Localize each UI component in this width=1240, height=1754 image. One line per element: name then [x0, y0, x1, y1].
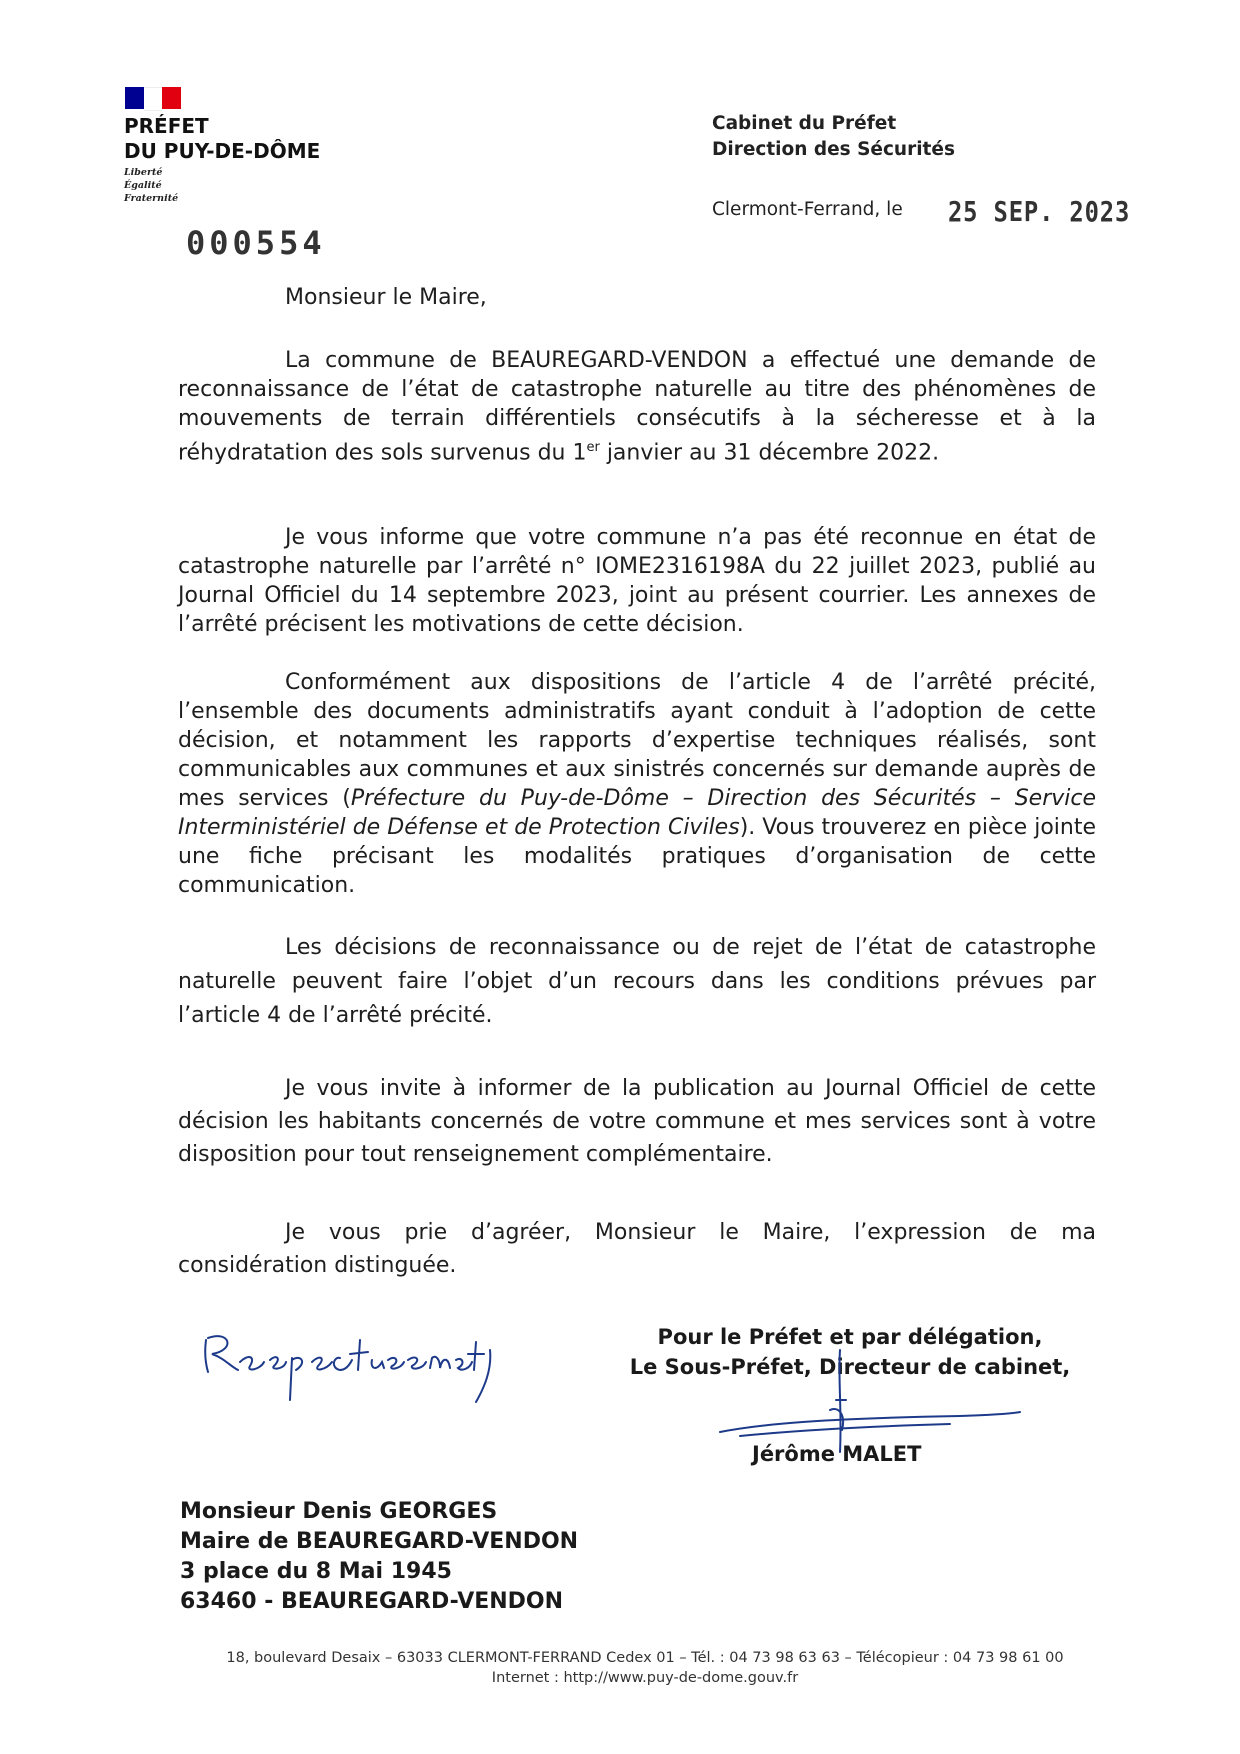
prefet-line2: DU PUY-DE-DÔME: [124, 139, 321, 163]
registration-number-stamp: 000554: [186, 224, 326, 262]
recipient-street: 3 place du 8 Mai 1945: [180, 1559, 452, 1584]
prefet-line1: PRÉFET: [124, 114, 209, 138]
cabinet-line: Cabinet du Préfet: [712, 113, 897, 134]
republic-motto: [124, 166, 178, 205]
paragraph-request: [178, 346, 1096, 467]
direction-line: Direction des Sécurités: [712, 139, 955, 160]
footer: [150, 1648, 1140, 1688]
recipient-address: [180, 1497, 578, 1617]
handwriting-scribble: [200, 1310, 500, 1420]
p3-text-b: ). Vous trouverez en pièce jointe une fiche précisant les modalités pratiques d’organisation de cette communication.: [178, 815, 1096, 898]
recipient-name: Monsieur Denis GEORGES: [180, 1499, 498, 1524]
salutation: Monsieur le Maire,: [285, 285, 487, 310]
p3-text-a: Conformément aux dispositions de l’article 4 de l’arrêté précité, l’ensemble des documents administratifs ayant conduit à l’adoption de cette décision, et notamment les rapports d’expertise techniques réalisés, sont communicables aux communes et aux sinistrés concernés sur demande auprès de mes services (: [178, 670, 1096, 811]
paragraph-closing: Je vous prie d’agréer, Monsieur le Maire, l’expression de ma considération distinguée.: [178, 1220, 1096, 1278]
paragraph-invitation: Je vous invite à informer de la publication au Journal Officiel de cette décision les habitants concernés de votre commune et mes services sont à votre disposition pour tout renseignement complémentaire.: [178, 1076, 1096, 1167]
p3-service-italic: Préfecture du Puy-de-Dôme – Direction des Sécurités – Service Interministériel de Défense et de Protection Civiles: [178, 786, 1097, 840]
delegation-line: Pour le Préfet et par délégation,: [657, 1325, 1043, 1349]
date-stamp: 25 SEP. 2023: [948, 195, 1131, 228]
motto-fraternite: Fraternité: [124, 193, 179, 204]
p1-end: janvier au 31 décembre 2022.: [599, 440, 940, 466]
handwritten-respectueusement: [200, 1310, 500, 1424]
paragraph-recourse: Les décisions de reconnaissance ou de rejet de l’état de catastrophe naturelle peuvent faire l’objet d’un recours dans les conditions prévues par l’article 4 de l’arrêté précité.: [178, 935, 1096, 1028]
recipient-title: Maire de BEAUREGARD-VENDON: [180, 1529, 579, 1554]
signer-title: Le Sous-Préfet, Directeur de cabinet,: [629, 1355, 1071, 1379]
p1-text: La commune de BEAUREGARD-VENDON a effectué une demande de reconnaissance de l’état de catastrophe naturelle au titre des phénomènes de mouvements de terrain différentiels consécutifs à la sécheresse et à la réhydratation des sols survenus du 1: [178, 348, 1096, 466]
p1-superscript: er: [586, 440, 600, 455]
motto-egalite: Égalité: [124, 180, 162, 191]
republique-francaise-flag-icon: [125, 87, 181, 109]
sender-department: [712, 111, 955, 163]
motto-liberte: Liberté: [124, 167, 163, 178]
footer-website: Internet : http://www.puy-de-dome.gouv.fr: [491, 1670, 799, 1686]
place-label: Clermont-Ferrand, le: [712, 199, 903, 220]
recipient-city: 63460 - BEAUREGARD-VENDON: [180, 1589, 564, 1614]
signer-name: Jérôme MALET: [752, 1442, 922, 1466]
footer-address: 18, boulevard Desaix – 63033 CLERMONT-FERRAND Cedex 01 – Tél. : 04 73 98 63 63 – Télécopieur : 04 73 98 61 00: [226, 1650, 1064, 1666]
paragraph-decision: Je vous informe que votre commune n’a pas été reconnue en état de catastrophe naturelle par l’arrêté n° IOME2316198A du 22 juillet 2023, publié au Journal Officiel du 14 septembre 2023, joint au présent courrier. Les annexes de l’arrêté précisent les motivations de cette décision.: [178, 525, 1096, 637]
prefecture-name: [124, 114, 320, 164]
paragraph-documents: [178, 668, 1096, 900]
